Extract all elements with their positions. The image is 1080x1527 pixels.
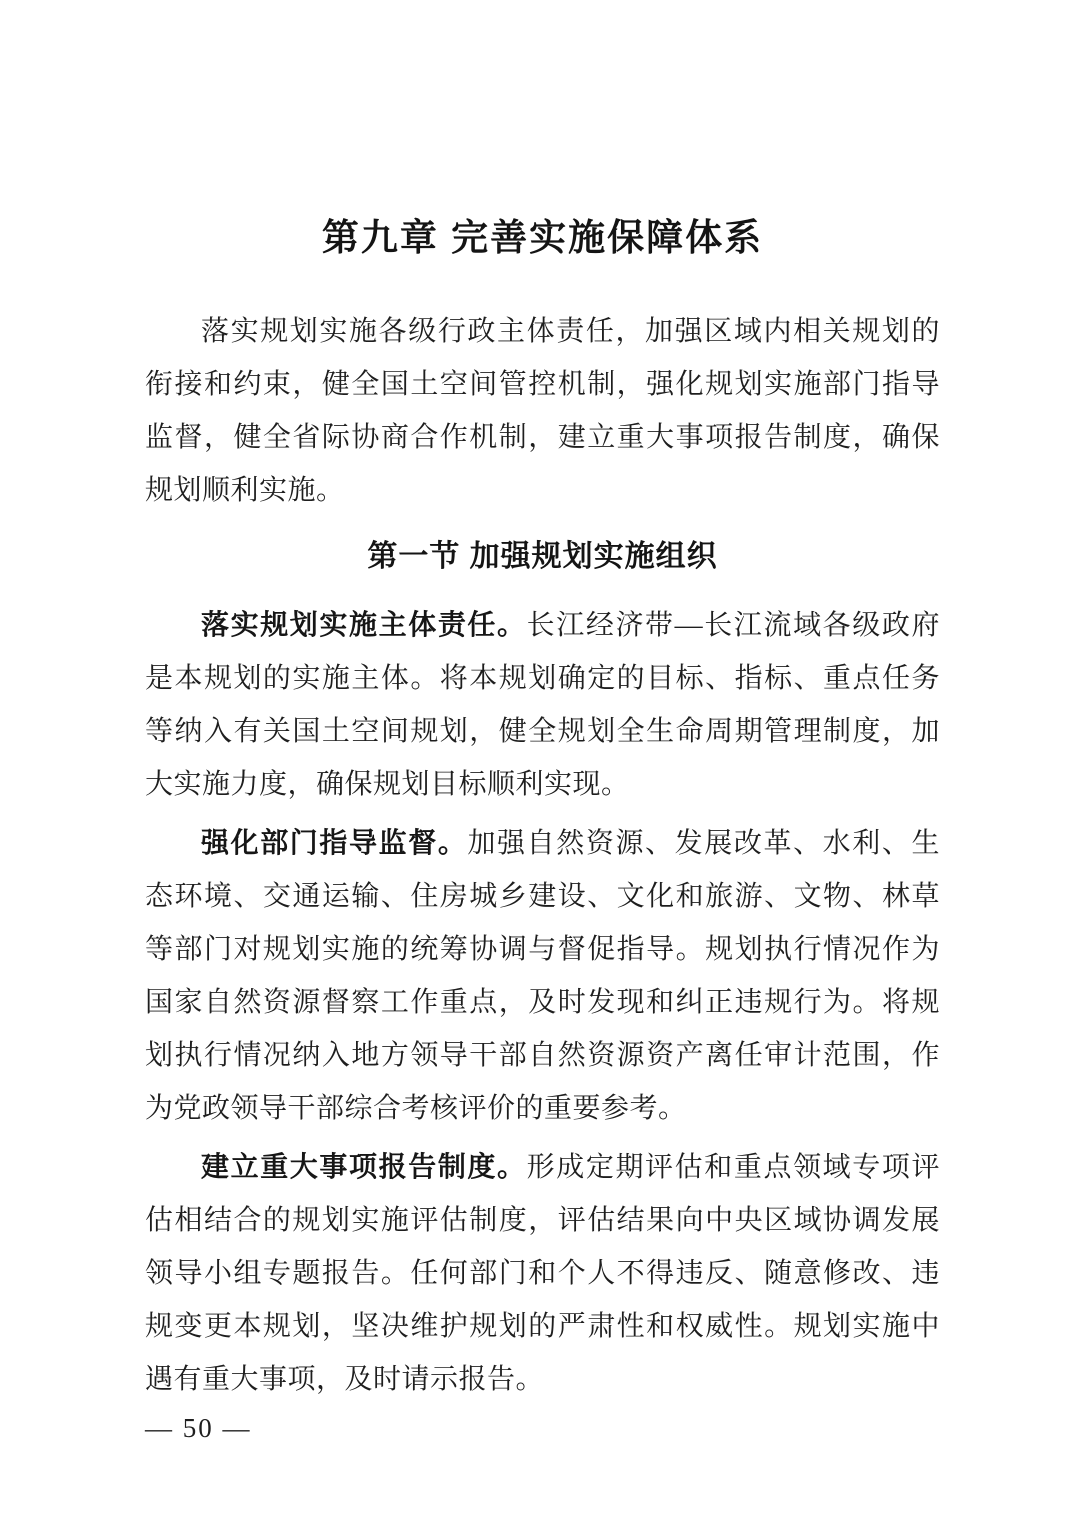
paragraph-lead: 落实规划实施主体责任。	[201, 610, 527, 641]
body-paragraph	[145, 817, 940, 1135]
paragraph-lead: 强化部门指导监督。	[201, 828, 468, 859]
section-title: 第一节 加强规划实施组织	[367, 540, 718, 573]
body-paragraph	[145, 599, 940, 811]
paragraph-lead: 建立重大事项报告制度。	[201, 1152, 527, 1183]
paragraph-text: 长江经济带—长江流域各级政府是本规划的实施主体。将本规划确定的目标、指标、重点任务等纳入有关国土空间规划，健全规划全生命周期管理制度，加大实施力度，确保规划目标顺利实现。	[145, 610, 940, 800]
paragraph-text: 形成定期评估和重点领域专项评估相结合的规划实施评估制度，评估结果向中央区域协调发展领导小组专题报告。任何部门和个人不得违反、随意修改、违规变更本规划，坚决维护规划的严肃性和权威性。规划实施中遇有重大事项，及时请示报告。	[145, 1152, 940, 1395]
body-paragraph	[145, 1141, 940, 1406]
intro-paragraph: 落实规划实施各级行政主体责任，加强区域内相关规划的衔接和约束，健全国土空间管控机制，强化规划实施部门指导监督，健全省际协商合作机制，建立重大事项报告制度，确保规划顺利实施。	[145, 316, 940, 506]
paragraph-text: 加强自然资源、发展改革、水利、生态环境、交通运输、住房城乡建设、文化和旅游、文物、林草等部门对规划实施的统筹协调与督促指导。规划执行情况作为国家自然资源督察工作重点，及时发现和纠正违规行为。将规划执行情况纳入地方领导干部自然资源资产离任审计范围，作为党政领导干部综合考核评价的重要参考。	[145, 828, 940, 1124]
page-number: — 50 —	[145, 1413, 252, 1443]
chapter-title: 第九章 完善实施保障体系	[321, 217, 764, 258]
